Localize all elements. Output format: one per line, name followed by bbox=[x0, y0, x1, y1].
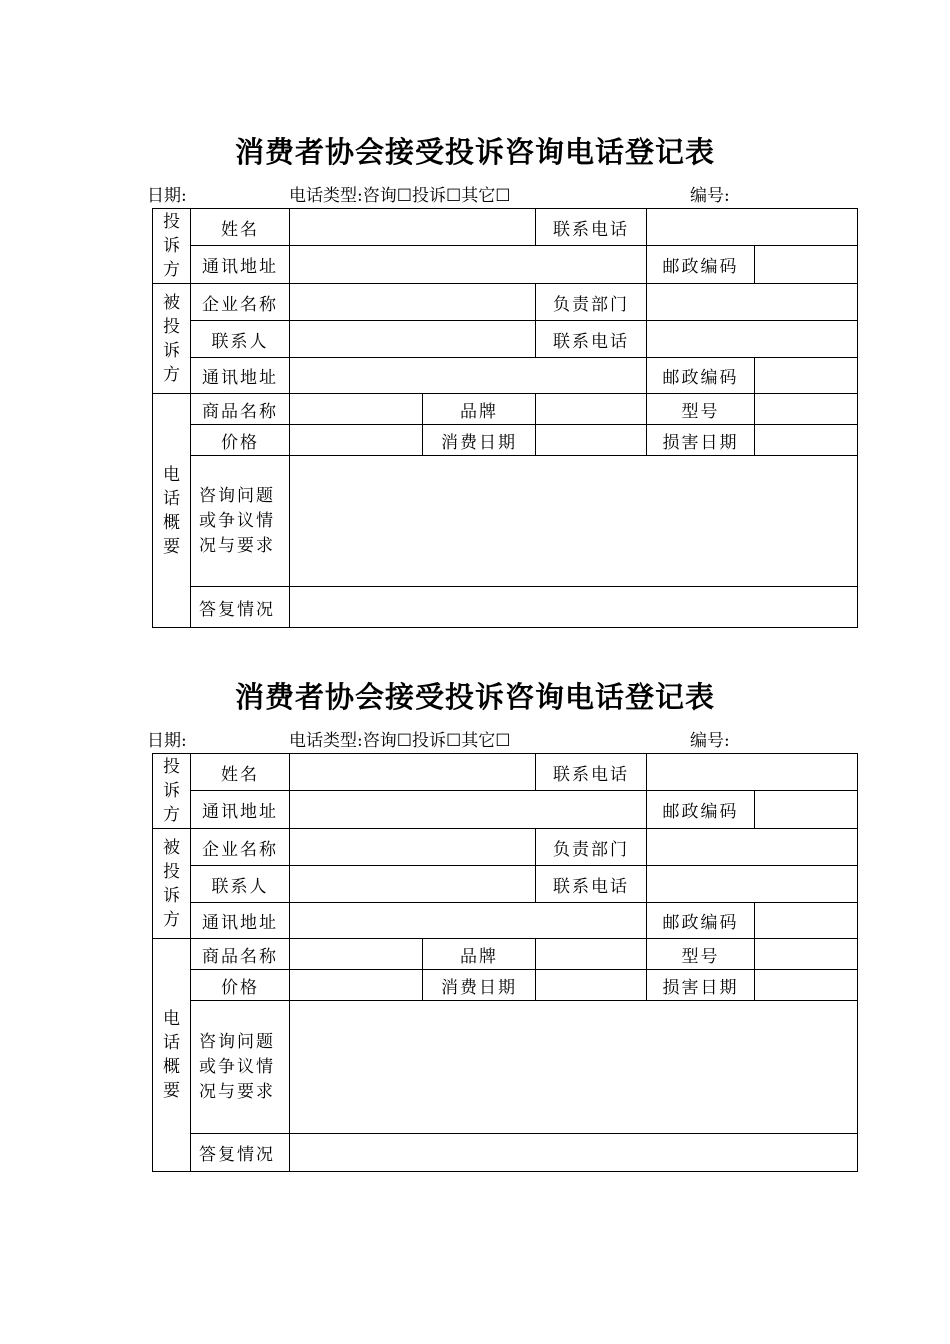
form-title: 消费者协会接受投诉咨询电话登记表 bbox=[234, 135, 715, 169]
purchase-date-label: 消费日期 bbox=[423, 425, 536, 456]
postcode-field[interactable] bbox=[755, 791, 858, 829]
dept-field[interactable] bbox=[647, 829, 858, 866]
section-complainant: 投 诉 方 bbox=[153, 209, 191, 284]
company-label: 企业名称 bbox=[191, 284, 290, 321]
product-label: 商品名称 bbox=[191, 939, 290, 970]
respondent-postcode-label: 邮政编码 bbox=[647, 358, 755, 394]
respondent-address-field[interactable] bbox=[290, 903, 647, 939]
price-field[interactable] bbox=[290, 970, 423, 1001]
damage-date-label: 损害日期 bbox=[647, 425, 755, 456]
damage-date-label: 损害日期 bbox=[647, 970, 755, 1001]
name-field[interactable] bbox=[290, 754, 536, 791]
date-label: 日期: bbox=[147, 731, 187, 751]
postcode-field[interactable] bbox=[755, 246, 858, 284]
price-field[interactable] bbox=[290, 425, 423, 456]
date-label: 日期: bbox=[147, 186, 187, 206]
registration-table bbox=[152, 753, 858, 1172]
brand-label: 品牌 bbox=[423, 394, 536, 425]
product-field[interactable] bbox=[290, 394, 423, 425]
section-summary: 电 话 概 要 bbox=[153, 394, 191, 628]
respondent-postcode-label: 邮政编码 bbox=[647, 903, 755, 939]
damage-date-field[interactable] bbox=[755, 970, 858, 1001]
address-field[interactable] bbox=[290, 246, 647, 284]
issue-field[interactable] bbox=[290, 1001, 858, 1134]
number-label: 编号: bbox=[690, 186, 730, 206]
respondent-phone-label: 联系电话 bbox=[536, 321, 647, 358]
postcode-label: 邮政编码 bbox=[647, 791, 755, 829]
respondent-phone-field[interactable] bbox=[647, 866, 858, 903]
contact-field[interactable] bbox=[290, 321, 536, 358]
respondent-address-field[interactable] bbox=[290, 358, 647, 394]
model-label: 型号 bbox=[647, 394, 755, 425]
brand-field[interactable] bbox=[536, 394, 647, 425]
address-label: 通讯地址 bbox=[191, 791, 290, 829]
model-label: 型号 bbox=[647, 939, 755, 970]
address-field[interactable] bbox=[290, 791, 647, 829]
issue-field[interactable] bbox=[290, 456, 858, 587]
number-label: 编号: bbox=[690, 731, 730, 751]
section-summary: 电 话 概 要 bbox=[153, 939, 191, 1172]
respondent-address-label: 通讯地址 bbox=[191, 903, 290, 939]
section-complainant: 投 诉 方 bbox=[153, 754, 191, 829]
product-label: 商品名称 bbox=[191, 394, 290, 425]
reply-label: 答复情况 bbox=[191, 587, 290, 628]
purchase-date-label: 消费日期 bbox=[423, 970, 536, 1001]
form-title: 消费者协会接受投诉咨询电话登记表 bbox=[234, 680, 715, 714]
section-respondent: 被 投 诉 方 bbox=[153, 829, 191, 939]
issue-label: 咨询问题 或争议情 况与要求 bbox=[191, 456, 290, 587]
section-respondent: 被 投 诉 方 bbox=[153, 284, 191, 394]
phone-label: 联系电话 bbox=[536, 209, 647, 246]
contact-field[interactable] bbox=[290, 866, 536, 903]
purchase-date-field[interactable] bbox=[536, 970, 647, 1001]
company-label: 企业名称 bbox=[191, 829, 290, 866]
respondent-address-label: 通讯地址 bbox=[191, 358, 290, 394]
phone-label: 联系电话 bbox=[536, 754, 647, 791]
dept-label: 负责部门 bbox=[536, 284, 647, 321]
respondent-phone-field[interactable] bbox=[647, 321, 858, 358]
brand-label: 品牌 bbox=[423, 939, 536, 970]
name-label: 姓名 bbox=[191, 754, 290, 791]
respondent-postcode-field[interactable] bbox=[755, 903, 858, 939]
reply-field[interactable] bbox=[290, 587, 858, 628]
model-field[interactable] bbox=[755, 939, 858, 970]
reply-label: 答复情况 bbox=[191, 1134, 290, 1172]
issue-label: 咨询问题 或争议情 况与要求 bbox=[191, 1001, 290, 1134]
price-label: 价格 bbox=[191, 425, 290, 456]
product-field[interactable] bbox=[290, 939, 423, 970]
model-field[interactable] bbox=[755, 394, 858, 425]
call-type-label: 电话类型:咨询☐投诉☐其它☐ bbox=[289, 186, 511, 206]
respondent-phone-label: 联系电话 bbox=[536, 866, 647, 903]
postcode-label: 邮政编码 bbox=[647, 246, 755, 284]
price-label: 价格 bbox=[191, 970, 290, 1001]
phone-field[interactable] bbox=[647, 754, 858, 791]
name-label: 姓名 bbox=[191, 209, 290, 246]
address-label: 通讯地址 bbox=[191, 246, 290, 284]
contact-label: 联系人 bbox=[191, 866, 290, 903]
purchase-date-field[interactable] bbox=[536, 425, 647, 456]
respondent-postcode-field[interactable] bbox=[755, 358, 858, 394]
call-type-label: 电话类型:咨询☐投诉☐其它☐ bbox=[289, 731, 511, 751]
company-field[interactable] bbox=[290, 284, 536, 321]
brand-field[interactable] bbox=[536, 939, 647, 970]
phone-field[interactable] bbox=[647, 209, 858, 246]
registration-table bbox=[152, 208, 858, 628]
company-field[interactable] bbox=[290, 829, 536, 866]
contact-label: 联系人 bbox=[191, 321, 290, 358]
name-field[interactable] bbox=[290, 209, 536, 246]
dept-label: 负责部门 bbox=[536, 829, 647, 866]
damage-date-field[interactable] bbox=[755, 425, 858, 456]
reply-field[interactable] bbox=[290, 1134, 858, 1172]
dept-field[interactable] bbox=[647, 284, 858, 321]
